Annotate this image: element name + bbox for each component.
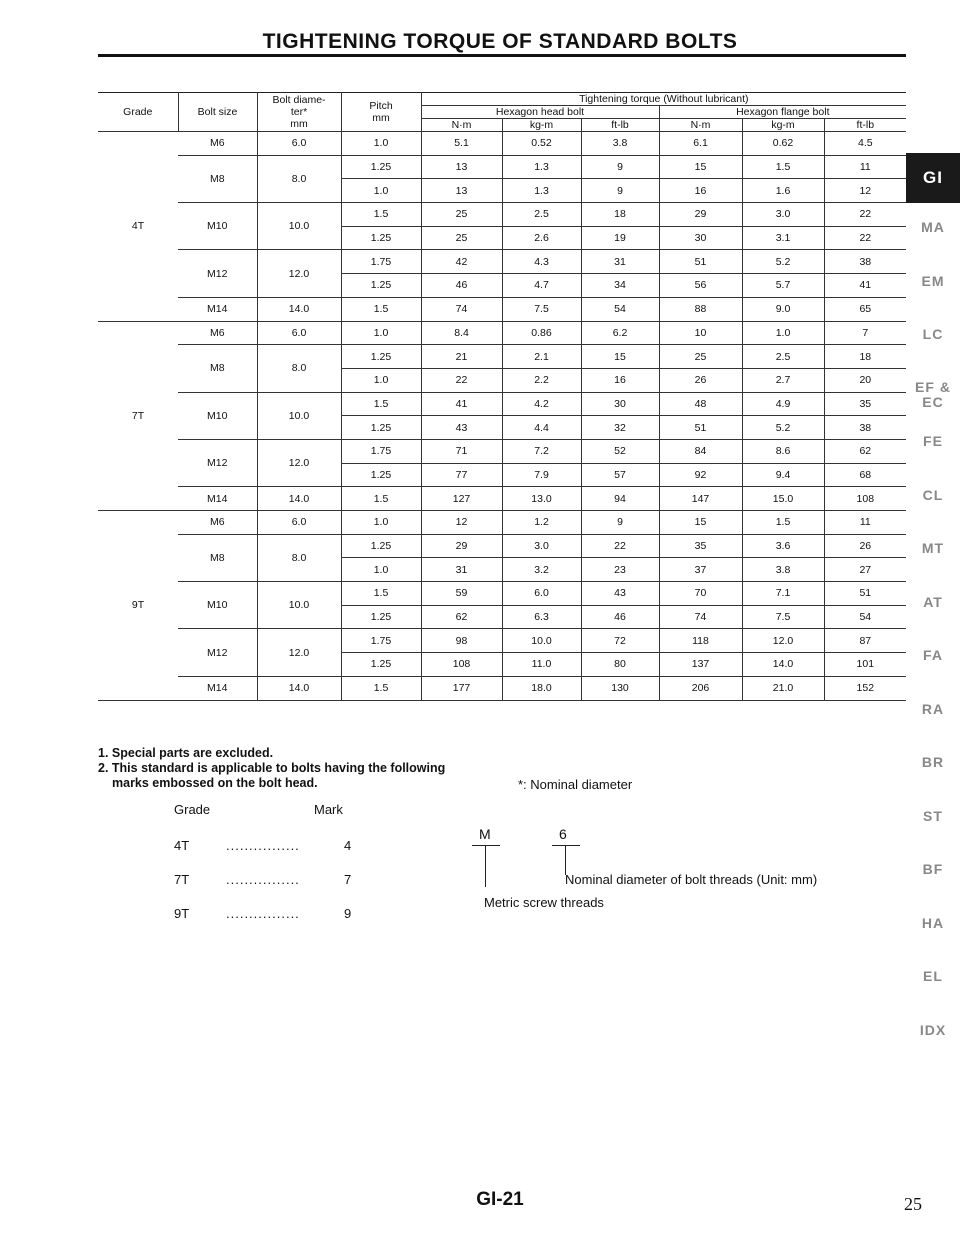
torque-cell: 7.5 bbox=[502, 297, 581, 321]
torque-cell: 2.7 bbox=[742, 368, 824, 392]
bolt-size-cell: M12 bbox=[178, 439, 257, 486]
bolt-diameter-cell: 8.0 bbox=[257, 534, 341, 581]
torque-cell: 15 bbox=[659, 511, 742, 535]
grade-mark-header-grade: Grade bbox=[174, 802, 211, 817]
torque-cell: 9 bbox=[581, 511, 659, 535]
torque-cell: 94 bbox=[581, 487, 659, 511]
table-row bbox=[98, 439, 906, 463]
header-hex-head: Hexagon head bolt bbox=[421, 106, 659, 119]
bolt-size-cell: M12 bbox=[178, 629, 257, 676]
torque-cell: 2.2 bbox=[502, 368, 581, 392]
note-2-continued: marks embossed on the bolt head. bbox=[112, 776, 318, 790]
torque-cell: 98 bbox=[421, 629, 502, 653]
table-row bbox=[98, 203, 906, 227]
section-tab-ha[interactable]: HA bbox=[921, 914, 945, 931]
note-2: 2. This standard is applicable to bolts having the following bbox=[98, 761, 446, 775]
torque-cell: 18 bbox=[581, 203, 659, 227]
torque-cell: 35 bbox=[824, 392, 906, 416]
torque-cell: 35 bbox=[659, 534, 742, 558]
torque-cell: 11 bbox=[824, 155, 906, 179]
section-tab-fa[interactable]: FA bbox=[923, 647, 943, 663]
torque-cell: 4.3 bbox=[502, 250, 581, 274]
torque-cell: 6.2 bbox=[581, 321, 659, 345]
section-tab-br[interactable]: BR bbox=[921, 754, 945, 770]
nominal-diameter-note: *: Nominal diameter bbox=[518, 777, 633, 792]
torque-cell: 4.4 bbox=[502, 416, 581, 440]
table-row bbox=[98, 511, 906, 535]
torque-cell: 9 bbox=[581, 155, 659, 179]
torque-cell: 14.0 bbox=[742, 653, 824, 677]
torque-cell: 130 bbox=[581, 676, 659, 700]
torque-cell: 7.5 bbox=[742, 605, 824, 629]
bolt-size-cell: M14 bbox=[178, 297, 257, 321]
torque-cell: 62 bbox=[824, 439, 906, 463]
diagram-six-symbol: 6 bbox=[559, 826, 567, 842]
torque-cell: 46 bbox=[421, 274, 502, 298]
torque-cell: 18.0 bbox=[502, 676, 581, 700]
table-row bbox=[98, 345, 906, 369]
torque-cell: 52 bbox=[581, 439, 659, 463]
section-tab-gi[interactable]: GI bbox=[906, 153, 960, 203]
section-tab-ma[interactable]: MA bbox=[921, 219, 945, 235]
section-tab-idx[interactable]: IDX bbox=[919, 1021, 947, 1038]
header-torque-group: Tightening torque (Without lubricant) bbox=[421, 93, 906, 106]
note-1: 1. Special parts are excluded. bbox=[98, 746, 274, 760]
pitch-cell: 1.0 bbox=[341, 558, 421, 582]
torque-cell: 1.6 bbox=[742, 179, 824, 203]
table-row bbox=[98, 250, 906, 274]
bolt-size-cell: M6 bbox=[178, 132, 257, 156]
torque-cell: 10 bbox=[659, 321, 742, 345]
diagram-metric-label: Metric screw threads bbox=[484, 895, 604, 910]
torque-cell: 88 bbox=[659, 297, 742, 321]
torque-cell: 80 bbox=[581, 653, 659, 677]
torque-cell: 1.5 bbox=[742, 511, 824, 535]
torque-cell: 25 bbox=[421, 226, 502, 250]
bolt-diameter-cell: 12.0 bbox=[257, 629, 341, 676]
bolt-diameter-cell: 6.0 bbox=[257, 321, 341, 345]
bolt-diameter-cell: 8.0 bbox=[257, 155, 341, 202]
torque-cell: 25 bbox=[421, 203, 502, 227]
header-pitch: Pitch mm bbox=[341, 93, 421, 132]
pitch-cell: 1.25 bbox=[341, 274, 421, 298]
bolt-size-cell: M12 bbox=[178, 250, 257, 297]
pitch-cell: 1.0 bbox=[341, 511, 421, 535]
torque-cell: 127 bbox=[421, 487, 502, 511]
torque-cell: 2.1 bbox=[502, 345, 581, 369]
torque-cell: 22 bbox=[421, 368, 502, 392]
page-number: 25 bbox=[904, 1194, 922, 1214]
torque-cell: 41 bbox=[421, 392, 502, 416]
diagram-underline-m bbox=[472, 845, 500, 846]
bolt-diameter-cell: 8.0 bbox=[257, 345, 341, 392]
unit-header: N·m bbox=[421, 119, 502, 132]
pitch-cell: 1.75 bbox=[341, 250, 421, 274]
pitch-cell: 1.25 bbox=[341, 416, 421, 440]
torque-cell: 22 bbox=[824, 203, 906, 227]
torque-cell: 7 bbox=[824, 321, 906, 345]
pitch-cell: 1.25 bbox=[341, 653, 421, 677]
torque-cell: 71 bbox=[421, 439, 502, 463]
table-row bbox=[98, 487, 906, 511]
grade-mark-table bbox=[174, 802, 352, 921]
bolt-size-cell: M8 bbox=[178, 155, 257, 202]
torque-cell: 15.0 bbox=[742, 487, 824, 511]
torque-cell: 62 bbox=[421, 605, 502, 629]
torque-cell: 7.9 bbox=[502, 463, 581, 487]
bolt-size-cell: M14 bbox=[178, 676, 257, 700]
torque-cell: 31 bbox=[581, 250, 659, 274]
torque-cell: 8.4 bbox=[421, 321, 502, 345]
torque-cell: 101 bbox=[824, 653, 906, 677]
bolt-size-cell: M10 bbox=[178, 203, 257, 250]
torque-cell: 13 bbox=[421, 155, 502, 179]
unit-header: kg-m bbox=[502, 119, 581, 132]
bolt-size-cell: M14 bbox=[178, 487, 257, 511]
torque-cell: 18 bbox=[824, 345, 906, 369]
section-tab-ra[interactable]: RA bbox=[921, 700, 945, 717]
torque-cell: 46 bbox=[581, 605, 659, 629]
page-title: TIGHTENING TORQUE OF STANDARD BOLTS bbox=[262, 30, 738, 53]
pitch-cell: 1.5 bbox=[341, 297, 421, 321]
bolt-diameter-cell: 10.0 bbox=[257, 203, 341, 250]
bolt-diameter-cell: 14.0 bbox=[257, 297, 341, 321]
torque-cell: 41 bbox=[824, 274, 906, 298]
torque-cell: 2.5 bbox=[742, 345, 824, 369]
bolt-diameter-cell: 10.0 bbox=[257, 392, 341, 439]
torque-cell: 3.2 bbox=[502, 558, 581, 582]
torque-cell: 38 bbox=[824, 416, 906, 440]
header-bolt-size: Bolt size bbox=[178, 93, 257, 132]
torque-cell: 6.0 bbox=[502, 582, 581, 606]
table-row bbox=[98, 534, 906, 558]
section-tab-st[interactable]: ST bbox=[923, 807, 943, 824]
torque-cell: 5.7 bbox=[742, 274, 824, 298]
diagram-nominal-label: Nominal diameter of bolt threads (Unit: mm) bbox=[565, 872, 818, 887]
torque-cell: 12 bbox=[421, 511, 502, 535]
torque-cell: 2.6 bbox=[502, 226, 581, 250]
torque-cell: 37 bbox=[659, 558, 742, 582]
page-footer: GI-21 bbox=[476, 1189, 524, 1210]
bolt-size-cell: M10 bbox=[178, 392, 257, 439]
torque-cell: 72 bbox=[581, 629, 659, 653]
torque-cell: 7.1 bbox=[742, 582, 824, 606]
unit-header: kg-m bbox=[742, 119, 824, 132]
grade-mark-row: 4T ................ 4 bbox=[174, 838, 352, 853]
torque-table bbox=[98, 92, 906, 701]
torque-cell: 29 bbox=[421, 534, 502, 558]
torque-cell: 21.0 bbox=[742, 676, 824, 700]
torque-cell: 12 bbox=[824, 179, 906, 203]
torque-cell: 27 bbox=[824, 558, 906, 582]
torque-cell: 147 bbox=[659, 487, 742, 511]
torque-cell: 8.6 bbox=[742, 439, 824, 463]
torque-cell: 26 bbox=[659, 368, 742, 392]
section-tab-cl[interactable]: CL bbox=[922, 486, 944, 503]
notes bbox=[98, 746, 445, 791]
pitch-cell: 1.5 bbox=[341, 676, 421, 700]
torque-cell: 7.2 bbox=[502, 439, 581, 463]
torque-cell: 59 bbox=[421, 582, 502, 606]
torque-cell: 10.0 bbox=[502, 629, 581, 653]
torque-cell: 3.8 bbox=[742, 558, 824, 582]
table-row bbox=[98, 297, 906, 321]
torque-cell: 0.62 bbox=[742, 132, 824, 156]
torque-table-body bbox=[98, 132, 906, 701]
torque-cell: 38 bbox=[824, 250, 906, 274]
torque-cell: 2.5 bbox=[502, 203, 581, 227]
diagram-leader-m bbox=[485, 845, 486, 887]
torque-cell: 13 bbox=[421, 179, 502, 203]
section-tab-at[interactable]: AT bbox=[923, 593, 943, 610]
torque-cell: 22 bbox=[581, 534, 659, 558]
header-bolt-diameter: Bolt diame- ter* mm bbox=[257, 93, 341, 132]
torque-cell: 4.9 bbox=[742, 392, 824, 416]
diagram-leader-six bbox=[565, 845, 566, 875]
torque-cell: 87 bbox=[824, 629, 906, 653]
torque-cell: 21 bbox=[421, 345, 502, 369]
torque-cell: 51 bbox=[824, 582, 906, 606]
pitch-cell: 1.5 bbox=[341, 582, 421, 606]
torque-cell: 51 bbox=[659, 416, 742, 440]
torque-cell: 43 bbox=[581, 582, 659, 606]
torque-cell: 118 bbox=[659, 629, 742, 653]
torque-cell: 0.86 bbox=[502, 321, 581, 345]
torque-cell: 65 bbox=[824, 297, 906, 321]
torque-cell: 5.2 bbox=[742, 416, 824, 440]
header-grade: Grade bbox=[98, 93, 178, 132]
torque-cell: 1.3 bbox=[502, 155, 581, 179]
bolt-diameter-cell: 6.0 bbox=[257, 511, 341, 535]
torque-cell: 70 bbox=[659, 582, 742, 606]
torque-cell: 43 bbox=[421, 416, 502, 440]
bolt-size-cell: M6 bbox=[178, 321, 257, 345]
table-row bbox=[98, 155, 906, 179]
grade-mark-row: 7T ................ 7 bbox=[174, 872, 352, 887]
torque-cell: 6.1 bbox=[659, 132, 742, 156]
torque-cell: 3.6 bbox=[742, 534, 824, 558]
grade-cell: 9T bbox=[98, 511, 178, 701]
torque-cell: 1.5 bbox=[742, 155, 824, 179]
torque-cell: 15 bbox=[581, 345, 659, 369]
torque-cell: 108 bbox=[824, 487, 906, 511]
bolt-diameter-cell: 6.0 bbox=[257, 132, 341, 156]
torque-cell: 3.0 bbox=[742, 203, 824, 227]
table-row bbox=[98, 321, 906, 345]
torque-cell: 51 bbox=[659, 250, 742, 274]
bolt-diameter-cell: 12.0 bbox=[257, 439, 341, 486]
section-tab-lc[interactable]: LC bbox=[922, 326, 944, 342]
torque-cell: 3.8 bbox=[581, 132, 659, 156]
table-row bbox=[98, 676, 906, 700]
pitch-cell: 1.5 bbox=[341, 487, 421, 511]
bolt-diameter-cell: 14.0 bbox=[257, 676, 341, 700]
bolt-size-cell: M10 bbox=[178, 582, 257, 629]
torque-cell: 23 bbox=[581, 558, 659, 582]
torque-cell: 1.2 bbox=[502, 511, 581, 535]
diagram-underline-six bbox=[552, 845, 580, 846]
torque-cell: 84 bbox=[659, 439, 742, 463]
torque-cell: 13.0 bbox=[502, 487, 581, 511]
torque-cell: 19 bbox=[581, 226, 659, 250]
torque-cell: 5.2 bbox=[742, 250, 824, 274]
torque-cell: 30 bbox=[659, 226, 742, 250]
torque-cell: 22 bbox=[824, 226, 906, 250]
bolt-designation-diagram bbox=[462, 826, 882, 916]
torque-cell: 4.5 bbox=[824, 132, 906, 156]
pitch-cell: 1.25 bbox=[341, 226, 421, 250]
torque-cell: 56 bbox=[659, 274, 742, 298]
torque-cell: 152 bbox=[824, 676, 906, 700]
torque-cell: 9.4 bbox=[742, 463, 824, 487]
section-tab-mt[interactable]: MT bbox=[921, 540, 945, 556]
section-tab-ef-ec[interactable]: EF & EC bbox=[915, 378, 951, 410]
bolt-diameter-cell: 14.0 bbox=[257, 487, 341, 511]
pitch-cell: 1.25 bbox=[341, 155, 421, 179]
torque-cell: 92 bbox=[659, 463, 742, 487]
torque-cell: 54 bbox=[824, 605, 906, 629]
pitch-cell: 1.75 bbox=[341, 439, 421, 463]
torque-cell: 48 bbox=[659, 392, 742, 416]
torque-cell: 206 bbox=[659, 676, 742, 700]
torque-cell: 177 bbox=[421, 676, 502, 700]
grade-cell: 4T bbox=[98, 132, 178, 322]
bolt-size-cell: M8 bbox=[178, 345, 257, 392]
bolt-diameter-cell: 12.0 bbox=[257, 250, 341, 297]
pitch-cell: 1.0 bbox=[341, 132, 421, 156]
table-row bbox=[98, 132, 906, 156]
torque-cell: 1.0 bbox=[742, 321, 824, 345]
torque-cell: 6.3 bbox=[502, 605, 581, 629]
pitch-cell: 1.0 bbox=[341, 179, 421, 203]
torque-cell: 26 bbox=[824, 534, 906, 558]
torque-cell: 3.0 bbox=[502, 534, 581, 558]
torque-cell: 20 bbox=[824, 368, 906, 392]
torque-cell: 30 bbox=[581, 392, 659, 416]
torque-cell: 16 bbox=[659, 179, 742, 203]
title-rule bbox=[98, 54, 906, 57]
torque-cell: 11.0 bbox=[502, 653, 581, 677]
torque-cell: 31 bbox=[421, 558, 502, 582]
torque-cell: 3.1 bbox=[742, 226, 824, 250]
pitch-cell: 1.25 bbox=[341, 534, 421, 558]
pitch-cell: 1.0 bbox=[341, 368, 421, 392]
pitch-cell: 1.5 bbox=[341, 203, 421, 227]
torque-cell: 68 bbox=[824, 463, 906, 487]
torque-cell: 34 bbox=[581, 274, 659, 298]
torque-cell: 108 bbox=[421, 653, 502, 677]
torque-cell: 9 bbox=[581, 179, 659, 203]
pitch-cell: 1.25 bbox=[341, 345, 421, 369]
pitch-cell: 1.25 bbox=[341, 605, 421, 629]
bolt-size-cell: M8 bbox=[178, 534, 257, 581]
torque-cell: 16 bbox=[581, 368, 659, 392]
unit-header: N·m bbox=[659, 119, 742, 132]
torque-cell: 74 bbox=[659, 605, 742, 629]
section-tab-em[interactable]: EM bbox=[921, 272, 945, 289]
table-row bbox=[98, 392, 906, 416]
section-tab-fe[interactable]: FE bbox=[923, 433, 943, 449]
pitch-cell: 1.75 bbox=[341, 629, 421, 653]
grade-mark-row: 9T ................ 9 bbox=[174, 906, 352, 921]
unit-header: ft-lb bbox=[581, 119, 659, 132]
torque-cell: 42 bbox=[421, 250, 502, 274]
torque-cell: 9.0 bbox=[742, 297, 824, 321]
torque-cell: 54 bbox=[581, 297, 659, 321]
unit-header: ft-lb bbox=[824, 119, 906, 132]
torque-cell: 137 bbox=[659, 653, 742, 677]
table-row bbox=[98, 582, 906, 606]
grade-mark-header-mark: Mark bbox=[314, 802, 343, 817]
header-hex-flange: Hexagon flange bolt bbox=[659, 106, 906, 119]
torque-cell: 1.3 bbox=[502, 179, 581, 203]
torque-cell: 4.2 bbox=[502, 392, 581, 416]
torque-cell: 25 bbox=[659, 345, 742, 369]
grade-cell: 7T bbox=[98, 321, 178, 511]
torque-cell: 5.1 bbox=[421, 132, 502, 156]
section-tab-bf[interactable]: BF bbox=[922, 861, 944, 877]
section-tab-el[interactable]: EL bbox=[923, 968, 943, 984]
torque-cell: 15 bbox=[659, 155, 742, 179]
pitch-cell: 1.25 bbox=[341, 463, 421, 487]
torque-cell: 11 bbox=[824, 511, 906, 535]
torque-cell: 32 bbox=[581, 416, 659, 440]
pitch-cell: 1.0 bbox=[341, 321, 421, 345]
torque-cell: 74 bbox=[421, 297, 502, 321]
pitch-cell: 1.5 bbox=[341, 392, 421, 416]
torque-cell: 0.52 bbox=[502, 132, 581, 156]
torque-cell: 29 bbox=[659, 203, 742, 227]
bolt-diameter-cell: 10.0 bbox=[257, 582, 341, 629]
torque-cell: 4.7 bbox=[502, 274, 581, 298]
torque-cell: 12.0 bbox=[742, 629, 824, 653]
diagram-m-symbol: M bbox=[479, 826, 491, 842]
bolt-size-cell: M6 bbox=[178, 511, 257, 535]
torque-cell: 57 bbox=[581, 463, 659, 487]
table-row bbox=[98, 629, 906, 653]
torque-cell: 77 bbox=[421, 463, 502, 487]
